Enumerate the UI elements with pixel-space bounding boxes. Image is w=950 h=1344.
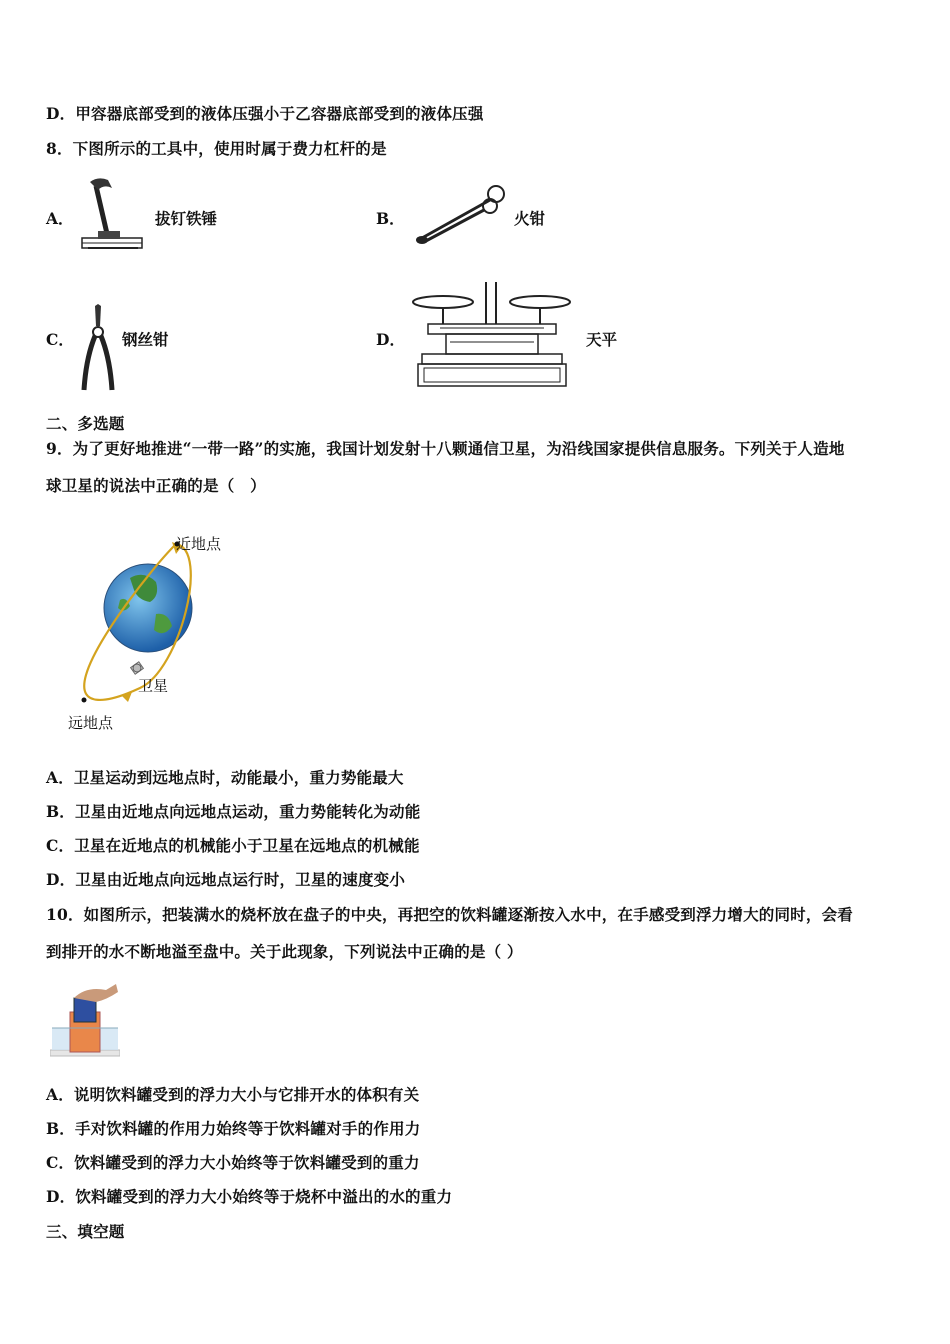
perigee-label: 近地点 [176,535,222,553]
q8-option-a-label: 拔钉铁锤 [155,209,218,228]
beaker-can-figure [50,982,120,1060]
q10-option-a: A．说明饮料罐受到的浮力大小与它排开水的体积有关 [46,1085,420,1104]
satellite-icon [131,662,144,674]
section-heading-multiple-choice: 二、多选题 [46,414,125,433]
q10-option-d: D．饮料罐受到的浮力大小始终等于烧杯中溢出的水的重力 [46,1187,453,1206]
q8-option-c-letter: C． [46,330,74,349]
satellite-label: 卫星 [138,677,169,695]
q8-option-a-letter: A． [46,209,74,228]
q10-option-c: C．饮料罐受到的浮力大小始终等于饮料罐受到的重力 [46,1153,420,1172]
pliers-icon [78,302,118,394]
q9-stem-line2: 球卫星的说法中正确的是（ ） [46,476,266,495]
q8-option-b-letter: B． [376,209,405,228]
q9-option-c: C．卫星在近地点的机械能小于卫星在远地点的机械能 [46,836,420,855]
q9-option-b: B．卫星由近地点向远地点运动，重力势能转化为动能 [46,802,421,821]
q8-option-b-label: 火钳 [514,209,546,228]
orbit-diagram [60,530,250,740]
section-heading-fill-in: 三、填空题 [46,1222,125,1241]
q8-option-d-letter: D． [376,330,405,349]
q9-option-a: A．卫星运动到远地点时，动能最小，重力势能最大 [46,768,404,787]
q7-option-d: D．甲容器底部受到的液体压强小于乙容器底部受到的液体压强 [46,104,484,123]
q10-stem-line2: 到排开的水不断地溢至盘中。关于此现象，下列说法中正确的是（ ） [46,942,523,961]
fire-tongs-icon [410,180,510,250]
apogee-label: 远地点 [68,714,114,732]
q9-stem-line1: 9．为了更好地推进“一带一路”的实施，我国计划发射十八颗通信卫星，为沿线国家提供信息服务。下列关于人造地 [46,439,845,458]
satellite-orbit-figure [60,530,250,740]
balance-scale-icon [410,280,572,392]
q10-stem-line1: 10．如图所示，把装满水的烧杯放在盘子的中央，再把空的饮料罐逐渐按入水中，在手感受到浮力增大的同时，会看 [46,905,853,924]
q8-option-d-label: 天平 [586,330,618,349]
q9-option-d: D．卫星由近地点向远地点运行时，卫星的速度变小 [46,870,406,889]
claw-hammer-icon [78,176,146,256]
q8-stem: 8．下图所示的工具中，使用时属于费力杠杆的是 [46,139,387,158]
q10-option-b: B．手对饮料罐的作用力始终等于饮料罐对手的作用力 [46,1119,421,1138]
q8-option-c-label: 钢丝钳 [122,330,169,349]
